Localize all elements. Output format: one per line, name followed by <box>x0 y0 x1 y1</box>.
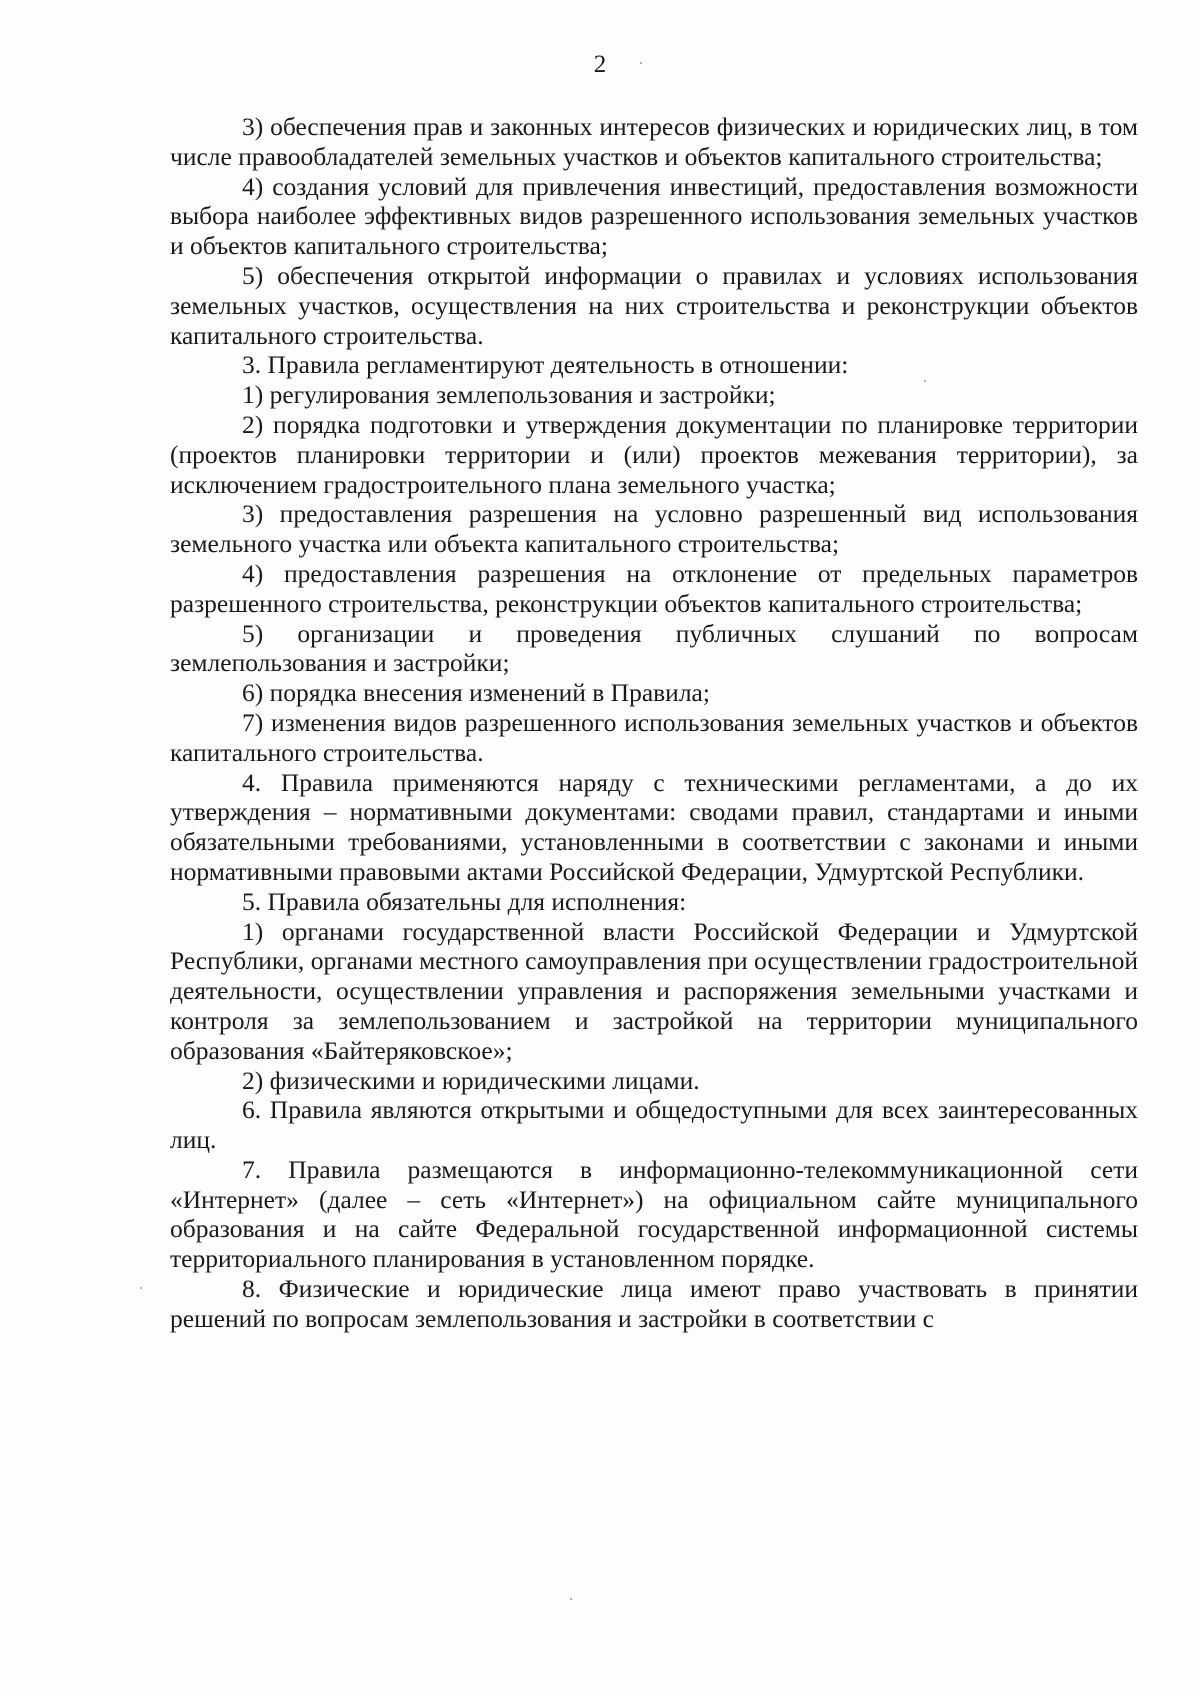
paragraph: 1) органами государственной власти Российской Федерации и Удмуртской Республики, органами местного самоуправления при осуществлении градостроительной деятельности, осуществлении управления и распоряжения земельными участками и контроля за землепользованием и застройкой на территории муниципального образования «Байтеряковское»; <box>170 916 1138 1065</box>
paragraph: 6. Правила являются открытыми и общедоступными для всех заинтересованных лиц. <box>170 1095 1138 1155</box>
paragraph: 5) обеспечения открытой информации о правилах и условиях использования земельных участков, осуществления на них строительства и реконструкции объектов капитального строительства. <box>170 260 1138 350</box>
paragraph: 7. Правила размещаются в информационно-телекоммуникационной сети «Интернет» (далее – сеть «Интернет») на официальном сайте муниципального образования и на сайте Федеральной государственной информационной системы территориального планирования в установленном порядке. <box>170 1154 1138 1274</box>
paragraph: 7) изменения видов разрешенного использования земельных участков и объектов капитального строительства. <box>170 707 1138 767</box>
paragraph: 4. Правила применяются наряду с техническими регламентами, а до их утверждения – нормативными документами: сводами правил, стандартами и иными обязательными требованиями, установленными в соответствии с законами и иными нормативными правовыми актами Российской Федерации, Удмуртской Республики. <box>170 767 1138 886</box>
scan-speck <box>140 1287 142 1289</box>
paragraph: 3) обеспечения прав и законных интересов физических и юридических лиц, в том числе правообладателей земельных участков и объектов капитального строительства; <box>170 112 1138 171</box>
paragraph: 6) порядка внесения изменений в Правила; <box>242 678 710 708</box>
paragraph: 1) регулирования землепользования и застройки; <box>242 380 776 410</box>
paragraph: 5. Правила обязательны для исполнения: <box>242 886 687 916</box>
paragraph: 2) физическими и юридическими лицами. <box>242 1065 700 1095</box>
paragraph: 4) создания условий для привлечения инвестиций, предоставления возможности выбора наиболее эффективных видов разрешенного использования земельных участков и объектов капитального строительства; <box>170 171 1138 261</box>
scan-speck <box>570 1598 572 1600</box>
paragraph: 2) порядка подготовки и утверждения документации по планировке территории (проектов планировки территории и (или) проектов межевания территории), за исключением градостроительного плана земельного участка; <box>170 409 1138 499</box>
paragraph: 4) предоставления разрешения на отклонение от предельных параметров разрешенного строительства, реконструкции объектов капитального строительства; <box>170 558 1138 618</box>
paragraph: 5) организации и проведения публичных слушаний по вопросам землепользования и застройки; <box>170 618 1138 678</box>
scan-speck <box>924 380 926 382</box>
paragraph: 3. Правила регламентируют деятельность в отношении: <box>242 350 849 380</box>
paragraph: 3) предоставления разрешения на условно разрешенный вид использования земельного участка или объекта капитального строительства; <box>170 499 1138 559</box>
document-body <box>170 112 1138 1334</box>
paragraph: 8. Физические и юридические лица имеют право участвовать в принятии решений по вопросам землепользования и застройки в соответствии с <box>170 1274 1138 1333</box>
scan-speck <box>640 62 642 64</box>
page-number: 2 <box>593 51 607 78</box>
